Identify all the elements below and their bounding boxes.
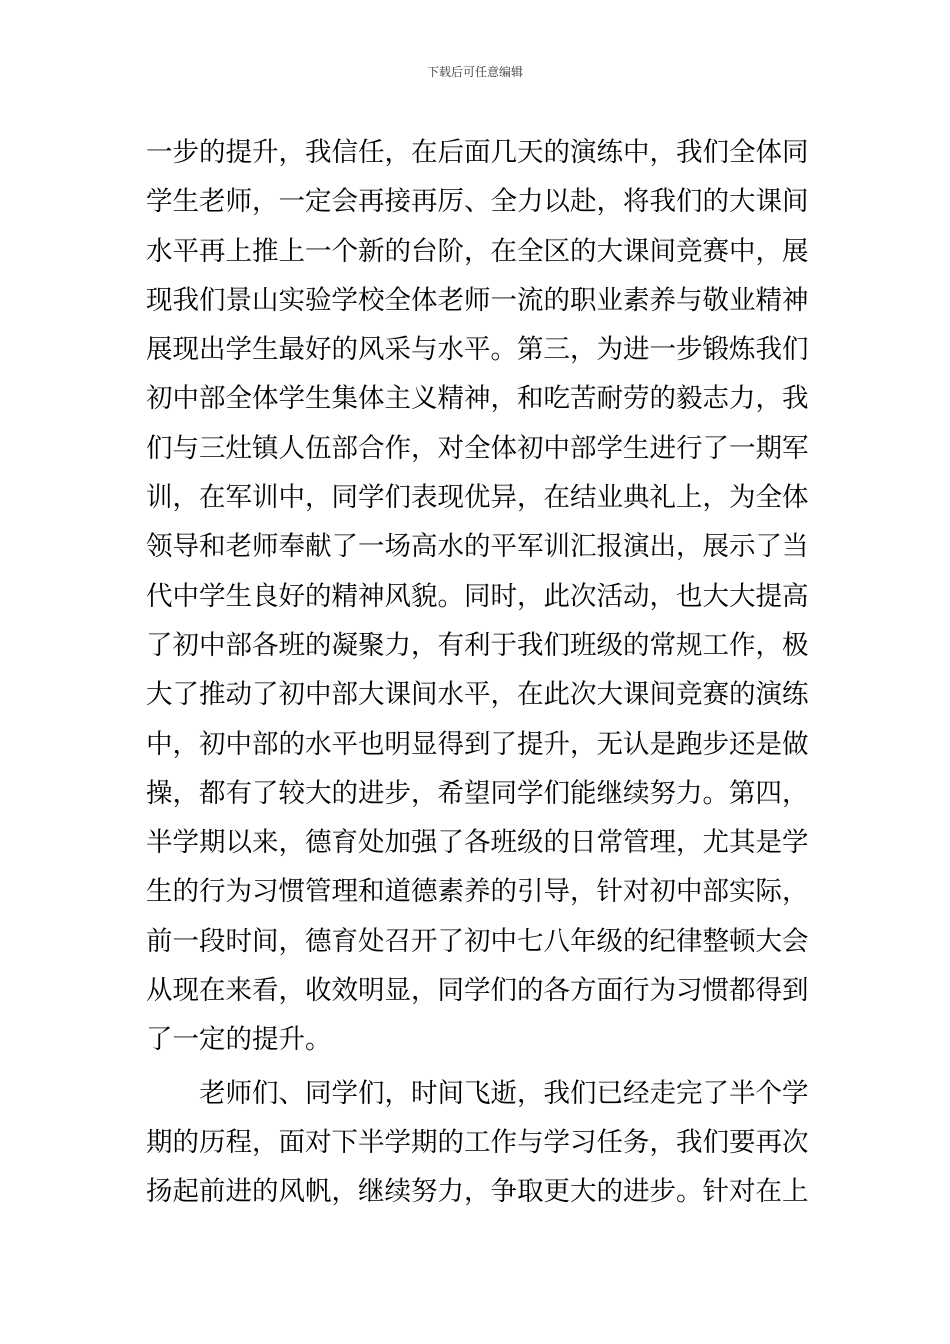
text-line: 展现出学生最好的风采与水平。第三，为进一步锻炼我们 [146, 334, 809, 366]
text-line: 训，在军训中，同学们表现优异，在结业典礼上，为全体 [146, 482, 809, 514]
text-line: 老师们、同学们，时间飞逝，我们已经走完了半个学 [199, 1077, 809, 1109]
text-line: 从现在来看，收效明显，同学们的各方面行为习惯都得到 [146, 975, 809, 1007]
text-line: 们与三灶镇人伍部合作，对全体初中部学生进行了一期军 [146, 432, 809, 464]
text-line: 了初中部各班的凝聚力，有利于我们班级的常规工作，极 [146, 629, 809, 661]
text-line: 前一段时间，德育处召开了初中七八年级的纪律整顿大会 [146, 925, 809, 957]
text-line: 扬起前进的风帆，继续努力，争取更大的进步。针对在上 [146, 1176, 809, 1208]
text-line: 大了推动了初中部大课间水平，在此次大课间竞赛的演练 [146, 679, 809, 711]
text-line: 领导和老师奉献了一场高水的平军训汇报演出，展示了当 [146, 531, 809, 563]
text-line: 一步的提升，我信任，在后面几天的演练中，我们全体同 [146, 137, 809, 168]
text-line: 操，都有了较大的进步，希望同学们能继续努力。第四， [146, 777, 809, 809]
text-line: 学生老师，一定会再接再厉、全力以赴，将我们的大课间 [146, 186, 809, 218]
text-line: 初中部全体学生集体主义精神，和吃苦耐劳的毅志力，我 [146, 383, 809, 415]
paragraph-1 [146, 128, 809, 1065]
text-line: 现我们景山实验学校全体老师一流的职业素养与敬业精神 [146, 284, 809, 316]
text-line: 水平再上推上一个新的台阶，在全区的大课间竞赛中，展 [146, 235, 809, 267]
text-line: 生的行为习惯管理和道德素养的引导，针对初中部实际， [146, 876, 809, 908]
text-line: 中，初中部的水平也明显得到了提升，无认是跑步还是做 [146, 728, 809, 760]
page-header: 下载后可任意编辑 [426, 65, 523, 79]
text-line: 半学期以来，德育处加强了各班级的日常管理，尤其是学 [146, 827, 809, 859]
text-line: 了一定的提升。 [146, 1024, 332, 1056]
paragraph-2 [146, 1069, 809, 1217]
text-line: 代中学生良好的精神风貌。同时，此次活动，也大大提高 [146, 580, 809, 612]
document-body [146, 128, 809, 1217]
text-line: 期的历程，面对下半学期的工作与学习任务，我们要再次 [146, 1126, 809, 1158]
